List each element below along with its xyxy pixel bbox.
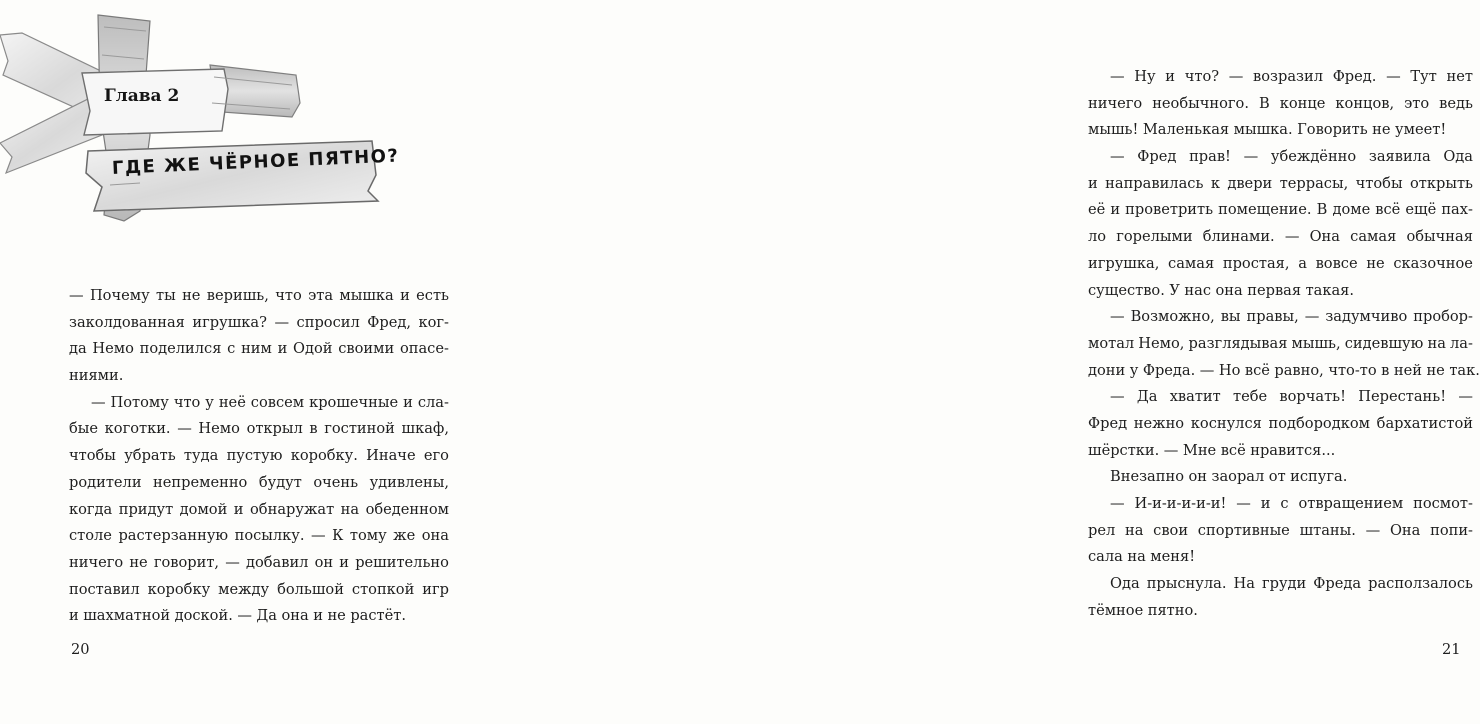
text-line: — И-и-и-и-и-и! — и с отвращением посмот- xyxy=(1110,495,1473,512)
text-line: игрушка, самая простая, а вовсе не сказочное xyxy=(1088,254,1473,272)
text-line: ниями. xyxy=(69,367,124,385)
text-line: шёрстки. — Мне всё нравится... xyxy=(1088,441,1336,459)
text-line: её и проветрить помещение. В доме всё ещё пах- xyxy=(1088,201,1473,219)
left-page xyxy=(0,0,512,724)
text-line: тёмное пятно. xyxy=(1088,601,1198,619)
text-line: — Ну и что? — возразил Фред. — Тут нет xyxy=(1110,68,1473,85)
page-number-right: 21 xyxy=(1442,641,1461,658)
text-line: родители непременно будут очень удивлены, xyxy=(69,473,449,491)
right-page-body xyxy=(1088,64,1480,624)
text-line: и шахматной доской. — Да она и не растёт. xyxy=(69,607,406,625)
text-line: — Да хватит тебе ворчать! Перестань! — xyxy=(1110,388,1473,406)
text-line: — Возможно, вы правы, — задумчиво пробор- xyxy=(1110,308,1473,326)
text-line: когда придут домой и обнаружат на обеденном xyxy=(69,500,449,518)
text-line: поставил коробку между большой стопкой игр xyxy=(69,580,449,598)
text-line: чтобы убрать туда пустую коробку. Иначе его xyxy=(69,447,449,465)
text-line: Фред нежно коснулся подбородком бархатистой xyxy=(1088,414,1473,432)
text-line: ничего необычного. В конце концов, это ведь xyxy=(1088,94,1473,112)
text-line: да Немо поделился с ним и Одой своими опасе- xyxy=(69,340,449,358)
text-line: мышь! Маленькая мышка. Говорить не умеет! xyxy=(1088,121,1447,139)
text-line: бые коготки. — Немо открыл в гостиной шкаф, xyxy=(69,420,449,438)
text-line: существо. У нас она первая такая. xyxy=(1088,281,1355,299)
text-line: — Потому что у неё совсем крошечные и сла- xyxy=(91,393,449,411)
text-line: — Фред прав! — убеждённо заявила Ода xyxy=(1110,148,1473,166)
text-line: ло горелыми блинами. — Она самая обычная xyxy=(1088,228,1473,246)
page-number-left: 20 xyxy=(71,641,90,658)
text-line: столе растерзанную посылку. — К тому же она xyxy=(69,527,449,545)
text-line: Ода прыснула. На груди Фреда расползалось xyxy=(1110,575,1473,593)
text-line: мотал Немо, разглядывая мышь, сидевшую на ла- xyxy=(1088,334,1473,352)
text-line: рел на свои спортивные штаны. — Она попи- xyxy=(1088,521,1473,539)
text-line: ничего не говорит, — добавил он и решительно xyxy=(69,553,449,571)
right-page xyxy=(512,0,1480,724)
text-line: сала на меня! xyxy=(1088,548,1196,566)
text-line: заколдованная игрушка? — спросил Фред, ког- xyxy=(69,313,449,331)
text-line: дони у Фреда. — Но всё равно, что-то в ней не так. xyxy=(1088,361,1480,379)
text-line: Внезапно он заорал от испуга. xyxy=(1110,468,1348,486)
chapter-title: ГДЕ ЖЕ ЧЁРНОЕ ПЯТНО? xyxy=(111,145,400,179)
text-line: — Почему ты не веришь, что эта мышка и есть xyxy=(69,287,449,304)
text-line: и направилась к двери террасы, чтобы открыть xyxy=(1088,174,1473,192)
left-page-body xyxy=(69,283,449,630)
chapter-number: Глава 2 xyxy=(104,86,180,106)
torn-tape-decoration xyxy=(0,15,380,230)
